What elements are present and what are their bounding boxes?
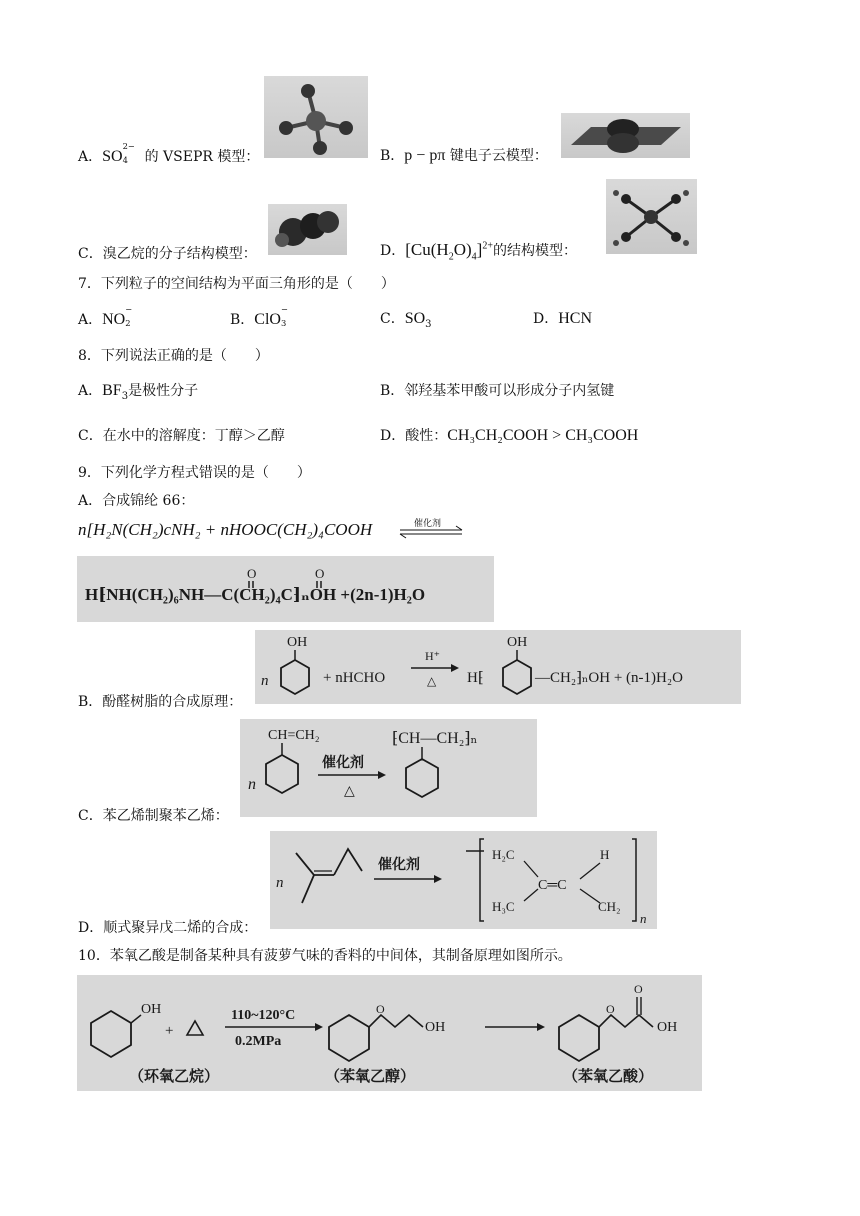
svg-text:△: △ bbox=[427, 674, 437, 688]
svg-text:催化剂: 催化剂 bbox=[322, 756, 364, 771]
svg-text:OH: OH bbox=[141, 1002, 162, 1017]
svg-text:H: H bbox=[600, 847, 610, 862]
svg-text:H₂C: H₂C bbox=[492, 847, 515, 862]
svg-text:0.2MPa: 0.2MPa bbox=[235, 1034, 282, 1049]
q9-b-label: B．酚醛树脂的合成原理： bbox=[78, 694, 243, 710]
svg-text:CH₂: CH₂ bbox=[598, 899, 621, 914]
q8-option-d: D．酸性：CH₃CH₂COOH > CH₃COOH bbox=[380, 427, 639, 444]
q7-stem: 7．下列粒子的空间结构为平面三角形的是（ ） bbox=[78, 276, 395, 292]
svg-text:OH: OH bbox=[287, 635, 308, 650]
so4-vsepr-model-image bbox=[264, 76, 368, 158]
bromoethane-model-image bbox=[268, 204, 347, 255]
cu-h2o4-structure-model-image bbox=[606, 179, 697, 254]
svg-text:催化剂: 催化剂 bbox=[414, 518, 442, 528]
q6-option-b: B．p − pπ 键电子云模型： bbox=[380, 147, 548, 164]
svg-text:C═C: C═C bbox=[538, 878, 567, 893]
svg-text:O: O bbox=[247, 566, 257, 581]
q6-option-d: D．$[Cu(H_2O)_4]^{2+}$的结构模型： bbox=[380, 240, 577, 263]
svg-text:110~120°C: 110~120°C bbox=[231, 1008, 296, 1023]
svg-text:—CH₂⁆ₙOH + (n-1)H₂O: —CH₂⁆ₙOH + (n-1)H₂O bbox=[535, 670, 683, 686]
svg-text:CH=CH₂: CH=CH₂ bbox=[268, 728, 320, 743]
svg-text:OH: OH bbox=[507, 635, 528, 650]
q9-a-label: A．合成锦纶 66： bbox=[78, 493, 195, 509]
q9-stem: 9．下列化学方程式错误的是（ ） bbox=[78, 465, 311, 481]
svg-text:+: + bbox=[165, 1023, 174, 1039]
isoprene-polymer-reaction-image bbox=[270, 831, 657, 929]
q7-option-a: A．NO − 2 bbox=[78, 304, 133, 328]
svg-text:O: O bbox=[606, 1002, 615, 1016]
reversible-arrow bbox=[398, 517, 464, 541]
svg-text:⁅CH—CH₂⁆ₙ: ⁅CH—CH₂⁆ₙ bbox=[392, 730, 478, 747]
svg-text:H⁅NH(CH₂)₆NH—C(CH₂)₄C⁆ₙOH +(2: H⁅NH(CH₂)₆NH—C(CH₂)₄C⁆ₙOH +(2n-1)H₂O bbox=[85, 585, 426, 604]
q8-option-c: C．在水中的溶解度：丁醇＞乙醇 bbox=[78, 428, 285, 444]
phenoxyacetic-acid-synthesis-image bbox=[77, 975, 702, 1091]
q6-option-c: C．溴乙烷的分子结构模型： bbox=[78, 246, 257, 262]
svg-text:△: △ bbox=[344, 784, 355, 799]
q8-option-a: A．$BF_3$是极性分子 bbox=[78, 382, 199, 402]
svg-text:+ nHCHO: + nHCHO bbox=[323, 670, 386, 686]
svg-text:催化剂: 催化剂 bbox=[378, 858, 420, 873]
q8-option-b: B．邻羟基苯甲酸可以形成分子内氢键 bbox=[380, 383, 615, 399]
svg-text:n: n bbox=[261, 673, 269, 689]
svg-text:H₃C: H₃C bbox=[492, 899, 515, 914]
svg-text:n: n bbox=[276, 875, 284, 891]
phenolic-resin-reaction-image bbox=[255, 630, 741, 704]
q8-stem: 8．下列说法正确的是（ ） bbox=[78, 348, 269, 364]
svg-text:n: n bbox=[248, 776, 256, 793]
q7-option-c: C．$SO_3$ bbox=[380, 310, 432, 330]
nylon66-product-image bbox=[77, 556, 494, 622]
q9-d-label: D．顺式聚异戊二烯的合成： bbox=[78, 920, 258, 936]
q9-c-label: C．苯乙烯制聚苯乙烯： bbox=[78, 808, 229, 824]
svg-text:（苯氧乙酸）: （苯氧乙酸） bbox=[563, 1069, 654, 1085]
svg-text:（环氧乙烷）: （环氧乙烷） bbox=[129, 1069, 220, 1085]
q10-stem: 10．苯氧乙酸是制备某种具有菠萝气味的香料的中间体，其制备原理如图所示。 bbox=[78, 948, 572, 964]
svg-text:（苯氧乙醇）: （苯氧乙醇） bbox=[325, 1069, 416, 1085]
svg-text:O: O bbox=[376, 1002, 385, 1016]
polystyrene-reaction-image bbox=[240, 719, 537, 817]
svg-text:OH: OH bbox=[657, 1020, 678, 1035]
svg-text:O: O bbox=[315, 566, 325, 581]
svg-text:H⁅: H⁅ bbox=[467, 670, 484, 686]
q6-option-a: A．SO 2− 4 的 VSEPR 模型： bbox=[78, 141, 260, 165]
p-p-pi-electron-cloud-image bbox=[561, 113, 690, 158]
q7-option-b: B．ClO − 3 bbox=[230, 304, 288, 328]
nylon66-equation: n[H₂N(CH₂)cNH₂ + nHOOC(CH₂)₄COOH bbox=[78, 520, 373, 539]
svg-text:O: O bbox=[634, 982, 643, 996]
q7-option-d: D．HCN bbox=[533, 310, 593, 327]
svg-text:OH: OH bbox=[425, 1020, 446, 1035]
svg-text:H⁺: H⁺ bbox=[425, 649, 440, 663]
svg-text:n: n bbox=[640, 911, 647, 926]
